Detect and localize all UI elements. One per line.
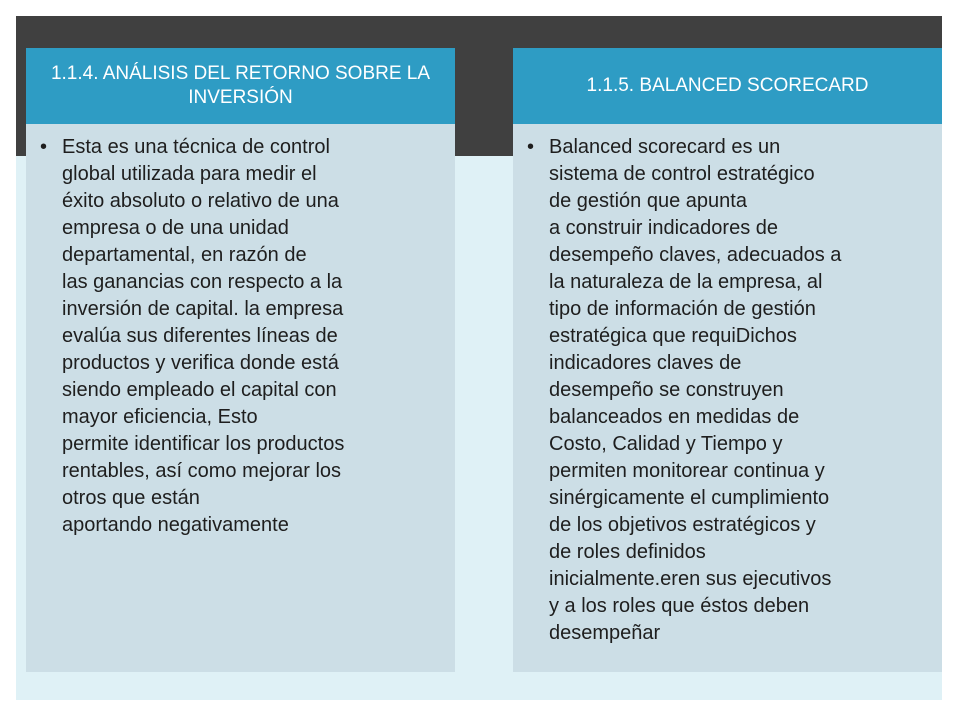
- roi-analysis-text: Esta es una técnica de control global utilizada para medir el éxito absoluto o relativo de una empresa o de una unidad departamental, en razón de las ganancias con respecto a la inversión de capital. la empresa evalúa sus diferentes líneas de productos y verifica donde está siendo empleado el capital con mayor eficiencia, Esto permite identificar los productos rentables, así como mejorar los otros que están aportando negativamente: [62, 136, 345, 536]
- roi-analysis-content: [26, 124, 455, 672]
- balanced-scorecard-content: [513, 124, 942, 672]
- roi-analysis-heading: 1.1.4. ANÁLISIS DEL RETORNO SOBRE LA INVERSIÓN: [26, 48, 455, 124]
- bullet-icon: •: [527, 136, 535, 158]
- balanced-scorecard-text: Balanced scorecard es un sistema de control estratégico de gestión que apunta a construir indicadores de desempeño claves, adecuados a la naturaleza de la empresa, al tipo de información de gestión estratégica que requiDichos indicadores claves de desempeño se construyen balanceados en medidas de Costo, Calidad y Tiempo y permiten monitorear continua y sinérgicamente el cumplimiento de los objetivos estratégicos y de roles definidos inicialmente.eren sus ejecutivos y a los roles que éstos deben desempeñar: [549, 136, 842, 644]
- list-item: [40, 134, 437, 539]
- balanced-scorecard-column: [513, 48, 942, 672]
- bullet-icon: •: [40, 136, 48, 158]
- roi-analysis-column: [26, 48, 455, 672]
- list-item: [527, 134, 924, 647]
- balanced-scorecard-heading: 1.1.5. BALANCED SCORECARD: [513, 48, 942, 124]
